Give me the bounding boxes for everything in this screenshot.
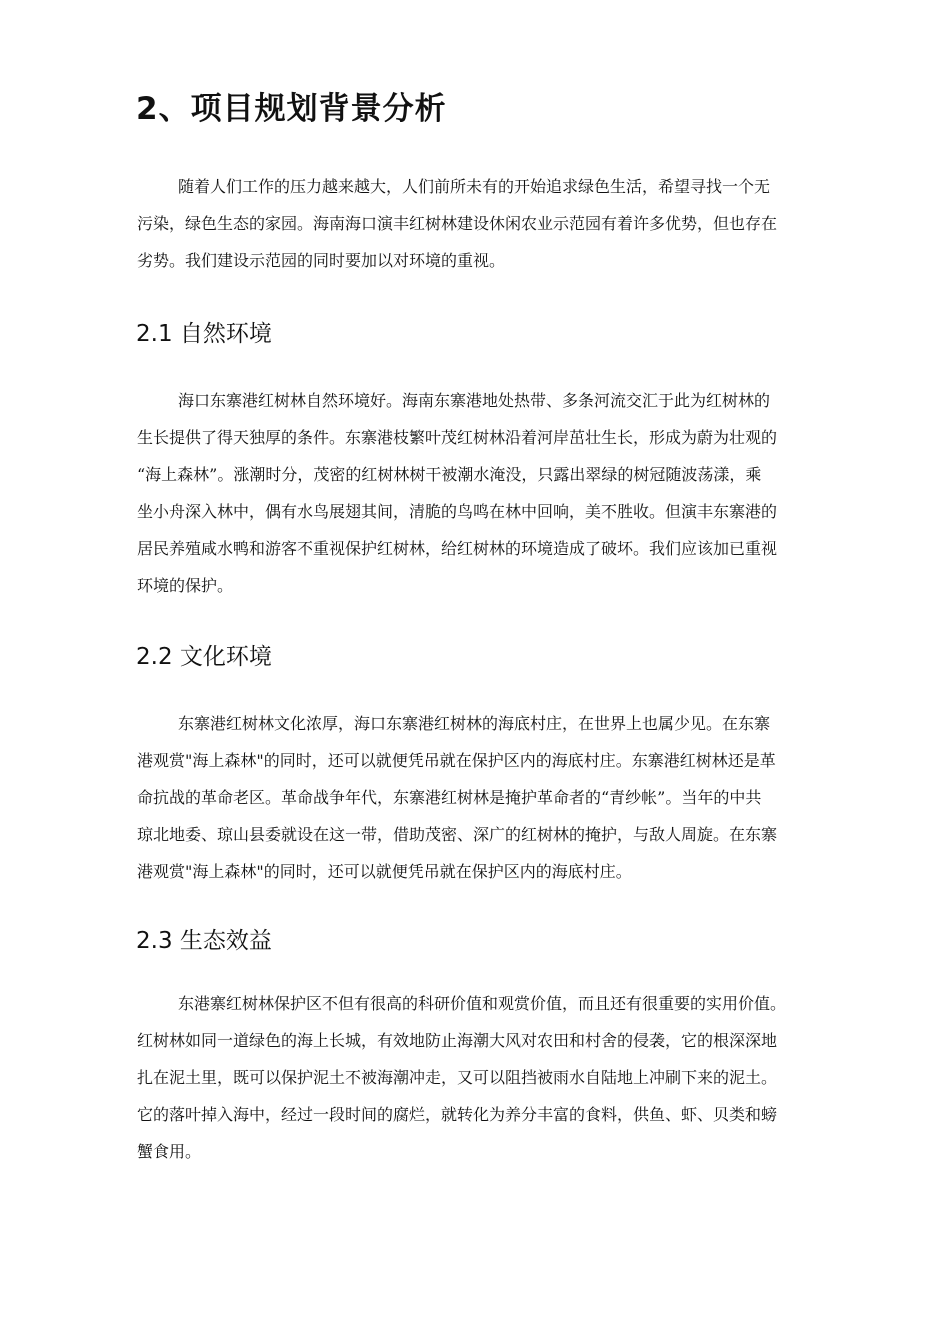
paragraph-line: 劣势。我们建设示范园的同时要加以对环境的重视。 <box>137 251 506 270</box>
paragraph-line: 命抗战的革命老区。革命战争年代，东寨港红树林是掩护革命者的“青纱帐”。当年的中共 <box>137 788 762 807</box>
section-heading-cultural-environment: 2.2 文化环境 <box>136 644 272 670</box>
page-title: 2、项目规划背景分析 <box>136 91 447 127</box>
paragraph-line: 东寨港红树林文化浓厚，海口东寨港红树林的海底村庄，在世界上也属少见。在东寨 <box>178 714 771 733</box>
section-heading-natural-environment: 2.1 自然环境 <box>136 321 272 347</box>
section-paragraph-natural-environment <box>137 382 827 604</box>
paragraph-line: 港观赏"海上森林"的同时，还可以就便凭吊就在保护区内的海底村庄。 <box>137 862 632 881</box>
paragraph-line: 它的落叶掉入海中，经过一段时间的腐烂，就转化为养分丰富的食料，供鱼、虾、贝类和螃 <box>137 1105 778 1124</box>
section-heading-ecological-benefits: 2.3 生态效益 <box>136 928 272 954</box>
paragraph-line: “海上森林”。涨潮时分，茂密的红树林树干被潮水淹没，只露出翠绿的树冠随波荡漾，乘 <box>137 465 762 484</box>
paragraph-line: 环境的保护。 <box>137 576 234 595</box>
paragraph-line: 污染，绿色生态的家园。海南海口演丰红树林建设休闲农业示范园有着许多优势，但也存在 <box>137 214 778 233</box>
section-paragraph-cultural-environment <box>137 705 827 890</box>
paragraph-line: 海口东寨港红树林自然环境好。海南东寨港地处热带、多条河流交汇于此为红树林的 <box>178 391 771 410</box>
intro-paragraph <box>137 168 827 279</box>
paragraph-line: 东港寨红树林保护区不但有很高的科研价值和观赏价值，而且还有很重要的实用价值。 <box>178 994 787 1013</box>
section-paragraph-ecological-benefits <box>137 985 827 1170</box>
paragraph-line: 蟹食用。 <box>137 1142 202 1161</box>
paragraph-line: 红树林如同一道绿色的海上长城，有效地防止海潮大风对农田和村舍的侵袭，它的根深深地 <box>137 1031 778 1050</box>
paragraph-line: 坐小舟深入林中，偶有水鸟展翅其间，清脆的鸟鸣在林中回响，美不胜收。但演丰东寨港的 <box>137 502 778 521</box>
paragraph-line: 居民养殖咸水鸭和游客不重视保护红树林，给红树林的环境造成了破坏。我们应该加已重视 <box>137 539 778 558</box>
paragraph-line: 港观赏"海上森林"的同时，还可以就便凭吊就在保护区内的海底村庄。东寨港红树林还是革 <box>137 751 776 770</box>
paragraph-line: 琼北地委、琼山县委就设在这一带，借助茂密、深广的红树林的掩护，与敌人周旋。在东寨 <box>137 825 778 844</box>
paragraph-line: 随着人们工作的压力越来越大，人们前所未有的开始追求绿色生活，希望寻找一个无 <box>178 177 771 196</box>
paragraph-line: 生长提供了得天独厚的条件。东寨港枝繁叶茂红树林沿着河岸茁壮生长，形成为蔚为壮观的 <box>137 428 778 447</box>
paragraph-line: 扎在泥土里，既可以保护泥土不被海潮冲走，又可以阻挡被雨水自陆地上冲刷下来的泥土。 <box>137 1068 778 1087</box>
